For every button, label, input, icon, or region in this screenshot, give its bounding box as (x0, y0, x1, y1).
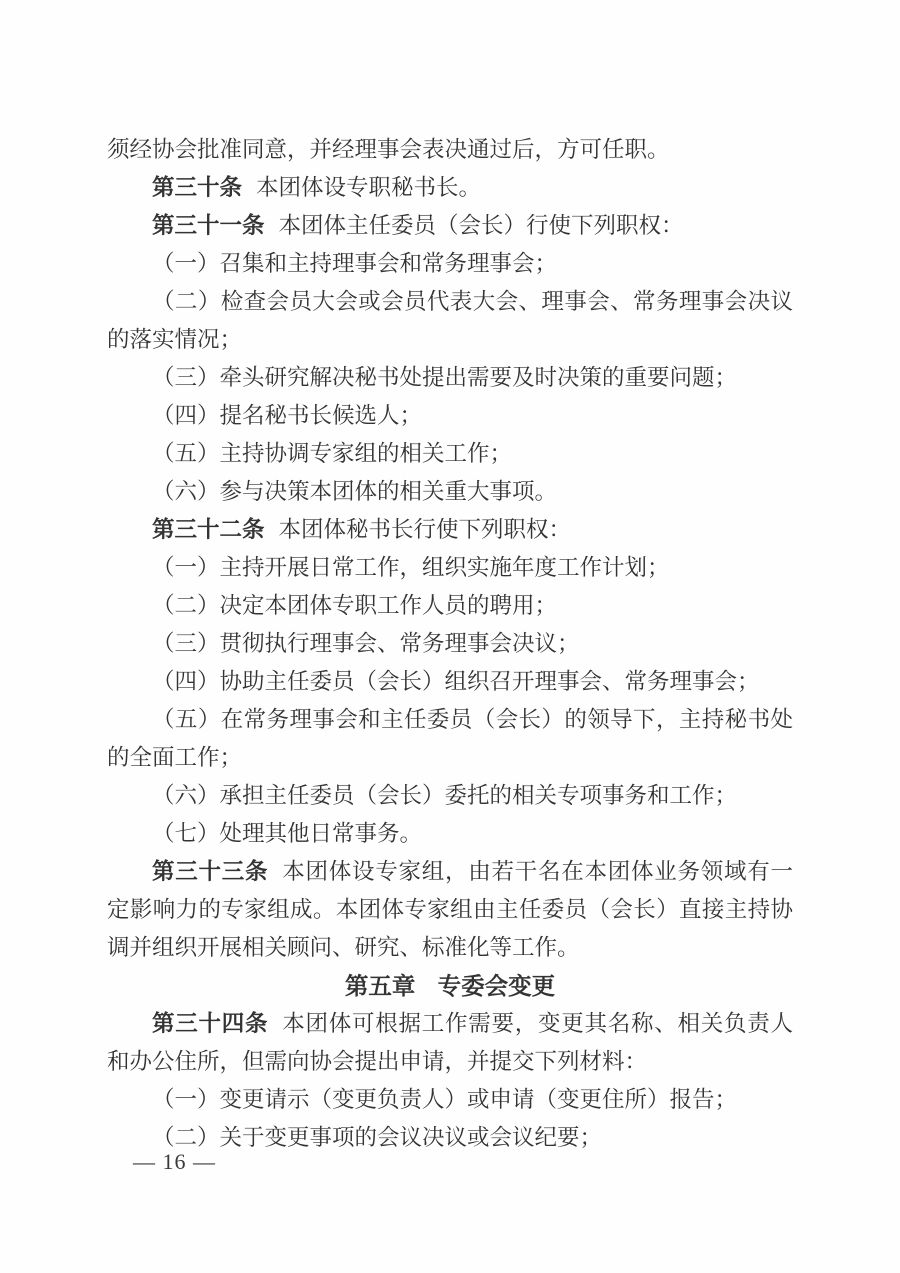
article-number: 第三十一条 (152, 213, 265, 238)
list-item: （二）检查会员大会或会员代表大会、理事会、常务理事会决议的落实情况； (107, 289, 793, 352)
continuation-paragraph: 须经协会批准同意，并经理事会表决通过后，方可任职。 (107, 137, 670, 162)
list-item: （二）关于变更事项的会议决议或会议纪要； (152, 1125, 603, 1150)
list-item: （五）主持协调专家组的相关工作； (152, 441, 513, 466)
list-item: （三）牵头研究解决秘书处提出需要及时决策的重要问题； (152, 365, 738, 390)
list-item: （一）主持开展日常工作，组织实施年度工作计划； (152, 555, 670, 580)
article-paragraph (107, 169, 793, 207)
list-item: （六）承担主任委员（会长）委托的相关专项事务和工作； (152, 783, 738, 808)
article-paragraph (107, 853, 793, 967)
document-body (107, 131, 793, 1157)
list-item: （一）召集和主持理事会和常务理事会； (152, 251, 558, 276)
list-item: （二）决定本团体专职工作人员的聘用； (152, 593, 558, 618)
article-paragraph (107, 511, 793, 549)
list-item: （四）协助主任委员（会长）组织召开理事会、常务理事会； (152, 669, 760, 694)
page-number: — 16 — (133, 1149, 216, 1174)
article-text: 本团体设专职秘书长。 (255, 175, 481, 200)
list-item: （三）贯彻执行理事会、常务理事会决议； (152, 631, 580, 656)
list-item: （七）处理其他日常事务。 (152, 821, 423, 846)
article-text: 本团体设专家组，由若干名在本团体业务领域有一定影响力的专家组成。本团体专家组由主任委员（会长）直接主持协调并组织开展相关顾问、研究、标准化等工作。 (107, 859, 793, 960)
article-paragraph (107, 1005, 793, 1081)
article-number: 第三十三条 (152, 859, 269, 884)
article-text: 本团体可根据工作需要，变更其名称、相关负责人和办公住所，但需向协会提出申请，并提交下列材料： (107, 1011, 793, 1074)
chapter-title: 专委会变更 (437, 973, 556, 999)
list-item: （一）变更请示（变更负责人）或申请（变更住所）报告； (152, 1087, 738, 1112)
article-text: 本团体主任委员（会长）行使下列职权： (278, 213, 684, 238)
list-item: （五）在常务理事会和主任委员（会长）的领导下，主持秘书处的全面工作； (107, 707, 793, 770)
article-paragraph (107, 207, 793, 245)
chapter-number: 第五章 (344, 973, 416, 999)
list-item: （四）提名秘书长候选人； (152, 403, 423, 428)
article-number: 第三十条 (152, 175, 243, 200)
chapter-heading (107, 967, 793, 1005)
article-number: 第三十四条 (152, 1011, 269, 1036)
article-text: 本团体秘书长行使下列职权： (278, 517, 571, 542)
list-item: （六）参与决策本团体的相关重大事项。 (152, 479, 558, 504)
article-number: 第三十二条 (152, 517, 265, 542)
